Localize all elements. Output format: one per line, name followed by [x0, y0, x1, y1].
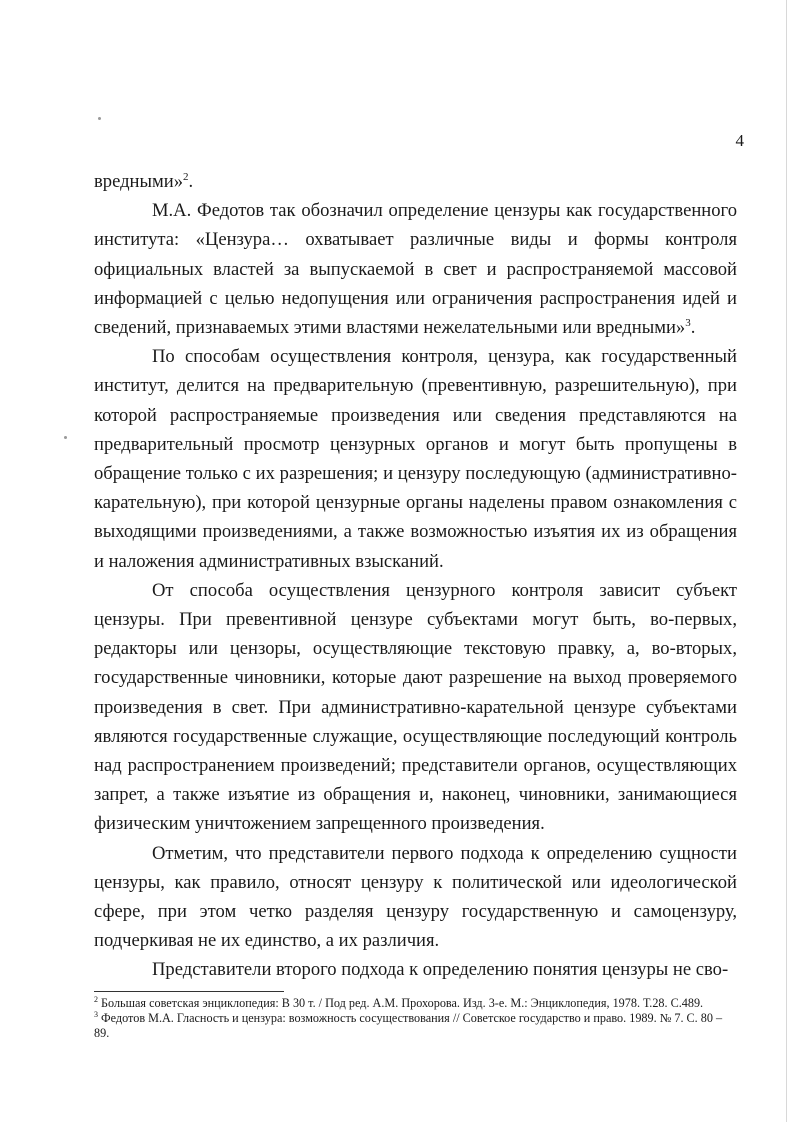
footnote-ref[interactable]: 3 — [685, 316, 691, 329]
paragraph: Отметим, что представители первого подхода к определению сущности цензуры, как правило, относят цензуру к политической или идеологической сфере, при этом четко разделяя цензуру государственную и самоцензуру, подчеркивая не их единство, а их различия. — [94, 842, 737, 952]
footnote-number: 2 — [94, 994, 98, 1004]
scan-speck — [64, 436, 67, 439]
paragraph-text: вредными» — [94, 171, 184, 192]
footnote — [94, 996, 734, 1011]
footnote-text: Федотов М.А. Гласность и цензура: возможность сосуществования // Советское государство и право. 1989. № 7. С. 80 – 89. — [94, 1011, 723, 1040]
scan-edge-line — [786, 0, 787, 1122]
footnote-number: 3 — [94, 1009, 98, 1019]
footnote-separator — [94, 991, 284, 992]
paragraph-tail: . — [690, 317, 696, 339]
scan-speck — [98, 117, 101, 120]
paragraph — [94, 167, 737, 196]
paragraph: По способам осуществления контроля, цензура, как государственный институт, делится на предварительную (превентивную, разрешительную), при которой распространяемые произведения или сведения представляются на предварительный просмотр цензурных органов и могут быть пропущены в обращение только с их разрешения; и цензуру последующую (административно-карательную), при которой цензурные органы наделены правом ознакомления с выходящими произведениями, а также возможностью изъятия их из обращения и наложения административных взысканий. — [94, 346, 737, 572]
footnotes — [94, 996, 734, 1041]
paragraph: От способа осуществления цензурного контроля зависит субъект цензуры. При превентивной цензуре субъектами могут быть, во-первых, редакторы или цензоры, осуществляющие текстовую правку, а, во-вторых, государственные чиновники, которые дают разрешение на выход проверяемого произведения в свет. При административно-карательной цензуре субъектами являются государственные служащие, осуществляющие последующий контроль над распространением произведений; представители органов, осуществляющих запрет, а также изъятие из обращения и, наконец, чиновники, занимающиеся физическим уничтожением запрещенного произведения. — [94, 579, 737, 835]
paragraph-tail: . — [188, 171, 194, 192]
paragraph: Представители второго подхода к определению понятия цензуры не сво- — [152, 959, 729, 981]
footnote — [94, 1011, 734, 1041]
body-text — [94, 167, 737, 985]
footnote-text: Большая советская энциклопедия: В 30 т. / Под ред. А.М. Прохорова. Изд. 3-е. М.: Энциклопедия, 1978. Т.28. С.489. — [98, 996, 704, 1010]
paragraph-text: М.А. Федотов так обозначил определение цензуры как государственного института: «Цензура… охватывает различные виды и формы контроля официальных властей за выпускаемой в свет и распространяемой массовой информацией с целью недопущения или ограничения распространения идей и сведений, признаваемых этими властями нежелательными или вредными» — [94, 200, 737, 339]
paragraph — [94, 196, 737, 342]
footnote-ref[interactable]: 2 — [183, 170, 189, 183]
page-number: 4 — [735, 131, 744, 150]
